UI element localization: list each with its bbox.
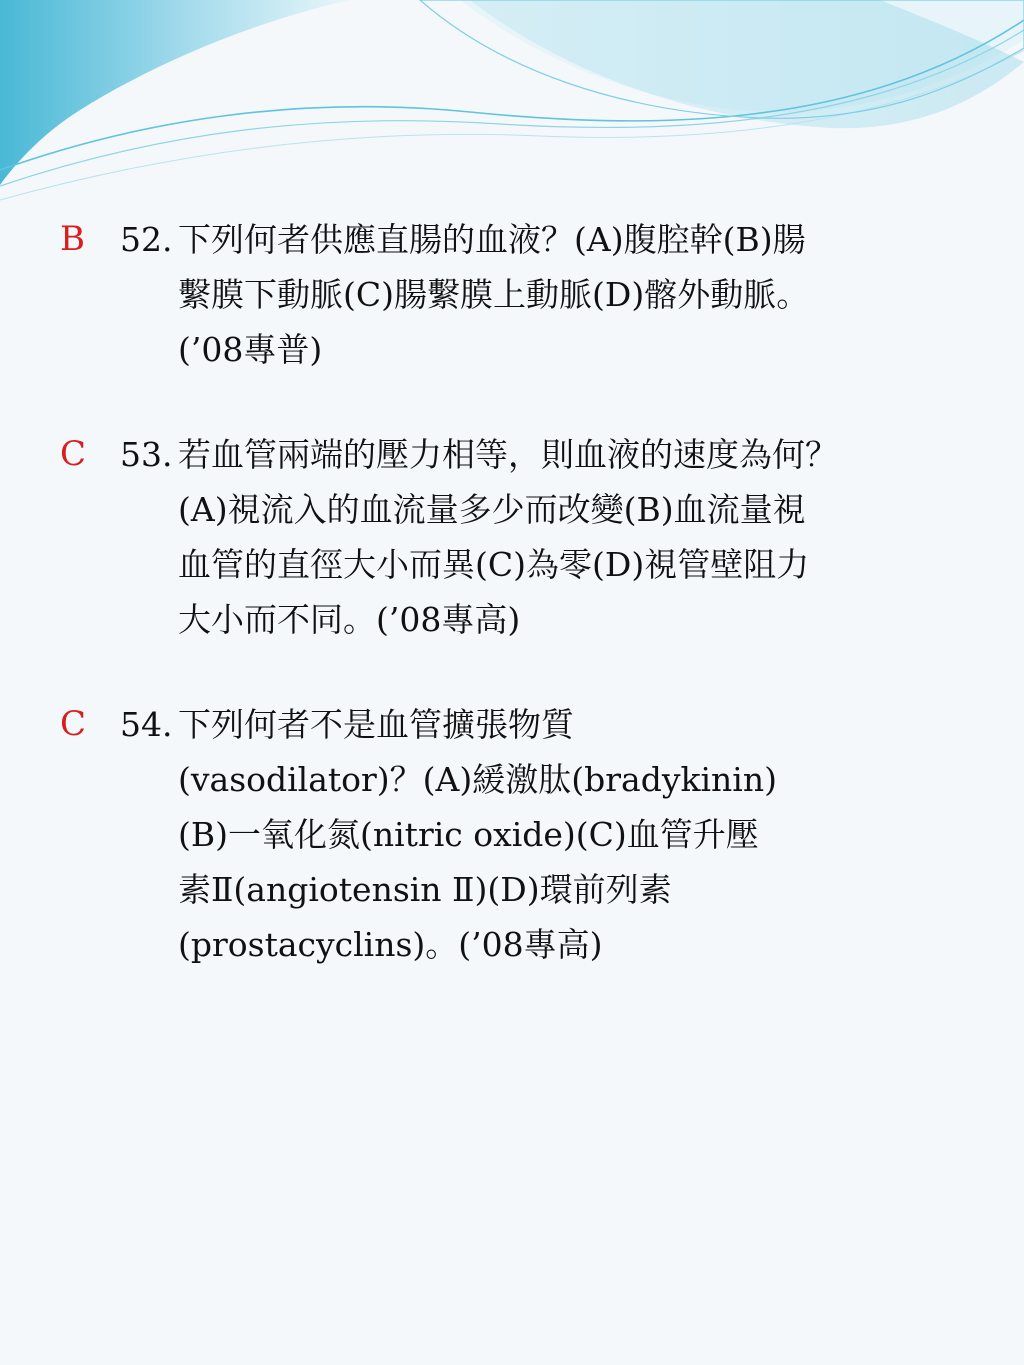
- question-54: [60, 697, 960, 972]
- answer-key: C: [60, 434, 87, 474]
- question-line: 繫膜下動脈(C)腸繫膜上動脈(D)髂外動脈。: [178, 275, 810, 314]
- question-line: (A)視流入的血流量多少而改變(B)血流量視: [178, 490, 806, 529]
- question-list: [60, 212, 960, 1022]
- question-line: 血管的直徑大小而異(C)為零(D)視管壁阻力: [178, 545, 810, 584]
- question-line: 大小而不同。(’08專高): [178, 600, 521, 639]
- question-line: (B)一氧化氮(nitric oxide)(C)血管升壓: [178, 815, 759, 854]
- question-line: 下列何者供應直腸的血液？(A)腹腔幹(B)腸: [178, 220, 806, 259]
- question-line: (prostacyclins)。(’08專高): [178, 925, 603, 964]
- answer-key: C: [60, 704, 87, 744]
- question-line: (’08專普): [178, 330, 323, 369]
- question-text: [178, 212, 968, 377]
- question-text: [178, 697, 968, 972]
- question-number: 54.: [120, 705, 173, 744]
- question-line: 素Ⅱ(angiotensin Ⅱ)(D)環前列素: [178, 870, 672, 909]
- question-53: [60, 427, 960, 647]
- question-line: (vasodilator)？(A)緩激肽(bradykinin): [178, 760, 777, 799]
- question-line: 下列何者不是血管擴張物質: [178, 705, 574, 744]
- question-line: 若血管兩端的壓力相等，則血液的速度為何？: [178, 435, 838, 474]
- question-number: 53.: [120, 435, 173, 474]
- header-wave-decoration: [0, 0, 1024, 230]
- question-number: 52.: [120, 220, 173, 259]
- question-52: [60, 212, 960, 377]
- answer-key: B: [60, 219, 85, 259]
- question-text: [178, 427, 968, 647]
